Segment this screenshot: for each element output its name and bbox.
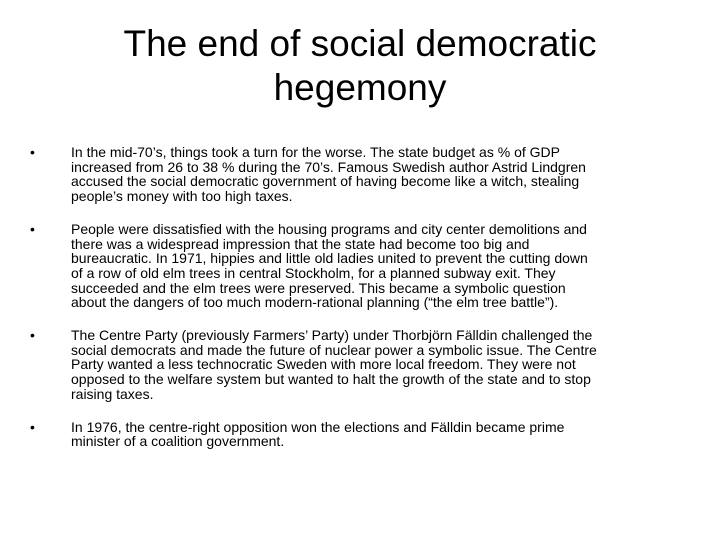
bullet-3-line-2: social democrats and made the future of nuclear power a symbolic issue. The Centre: [71, 341, 597, 358]
bullet-3-line-5: raising taxes.: [71, 385, 154, 402]
bullet-item-1: [30, 145, 690, 204]
slide-title-line-1: The end of social democratic: [123, 23, 597, 64]
bullet-2-line-5: succeeded and the elm trees were preserved. This became a symbolic question: [71, 279, 566, 296]
bullet-1-line-3: accused the social democratic government of having become like a witch, stealing: [71, 173, 580, 190]
bullet-list: [30, 145, 690, 467]
bullet-2-line-6: about the dangers of too much modern-rational planning (“the elm tree battle”).: [71, 294, 559, 311]
bullet-2-line-4: of a row of old elm trees in central Stockholm, for a planned subway exit. They: [71, 264, 556, 281]
bullet-marker: •: [30, 418, 35, 435]
bullet-marker: •: [30, 327, 35, 344]
bullet-2-line-1: People were dissatisfied with the housing programs and city center demolitions and: [71, 220, 587, 237]
slide-title: [60, 22, 660, 110]
bullet-1-line-4: people’s money with too high taxes.: [71, 188, 293, 205]
bullet-1-line-1: In the mid-70’s, things took a turn for the worse. The state budget as % of GDP: [71, 144, 560, 160]
slide-title-line-2: hegemony: [273, 67, 447, 108]
bullet-4-line-1: In 1976, the centre-right opposition won the elections and Fälldin became prime: [71, 418, 565, 435]
bullet-1-line-2: increased from 26 to 38 % during the 70’s. Famous Swedish author Astrid Lindgren: [71, 158, 586, 175]
bullet-item-4: [30, 420, 690, 449]
bullet-2-line-3: bureaucratic. In 1971, hippies and little old ladies united to prevent the cutting down: [71, 250, 588, 267]
bullet-marker: •: [30, 144, 35, 160]
bullet-item-2: [30, 222, 690, 310]
bullet-marker: •: [30, 220, 35, 237]
bullet-3-line-4: opposed to the welfare system but wanted to halt the growth of the state and to stop: [71, 371, 591, 388]
bullet-3-line-1: The Centre Party (previously Farmers’ Party) under Thorbjörn Fälldin challenged the: [71, 327, 593, 344]
bullet-2-line-2: there was a widespread impression that the state had become too big and: [71, 235, 530, 252]
bullet-text-3: [71, 328, 690, 402]
bullet-3-line-3: Party wanted a less technocratic Sweden with more local freedom. They were not: [71, 356, 576, 373]
bullet-text-2: [71, 222, 690, 310]
bullet-text-4: [71, 420, 690, 449]
bullet-4-line-2: minister of a coalition government.: [71, 433, 285, 450]
bullet-text-1: [71, 145, 690, 204]
bullet-item-3: [30, 328, 690, 402]
